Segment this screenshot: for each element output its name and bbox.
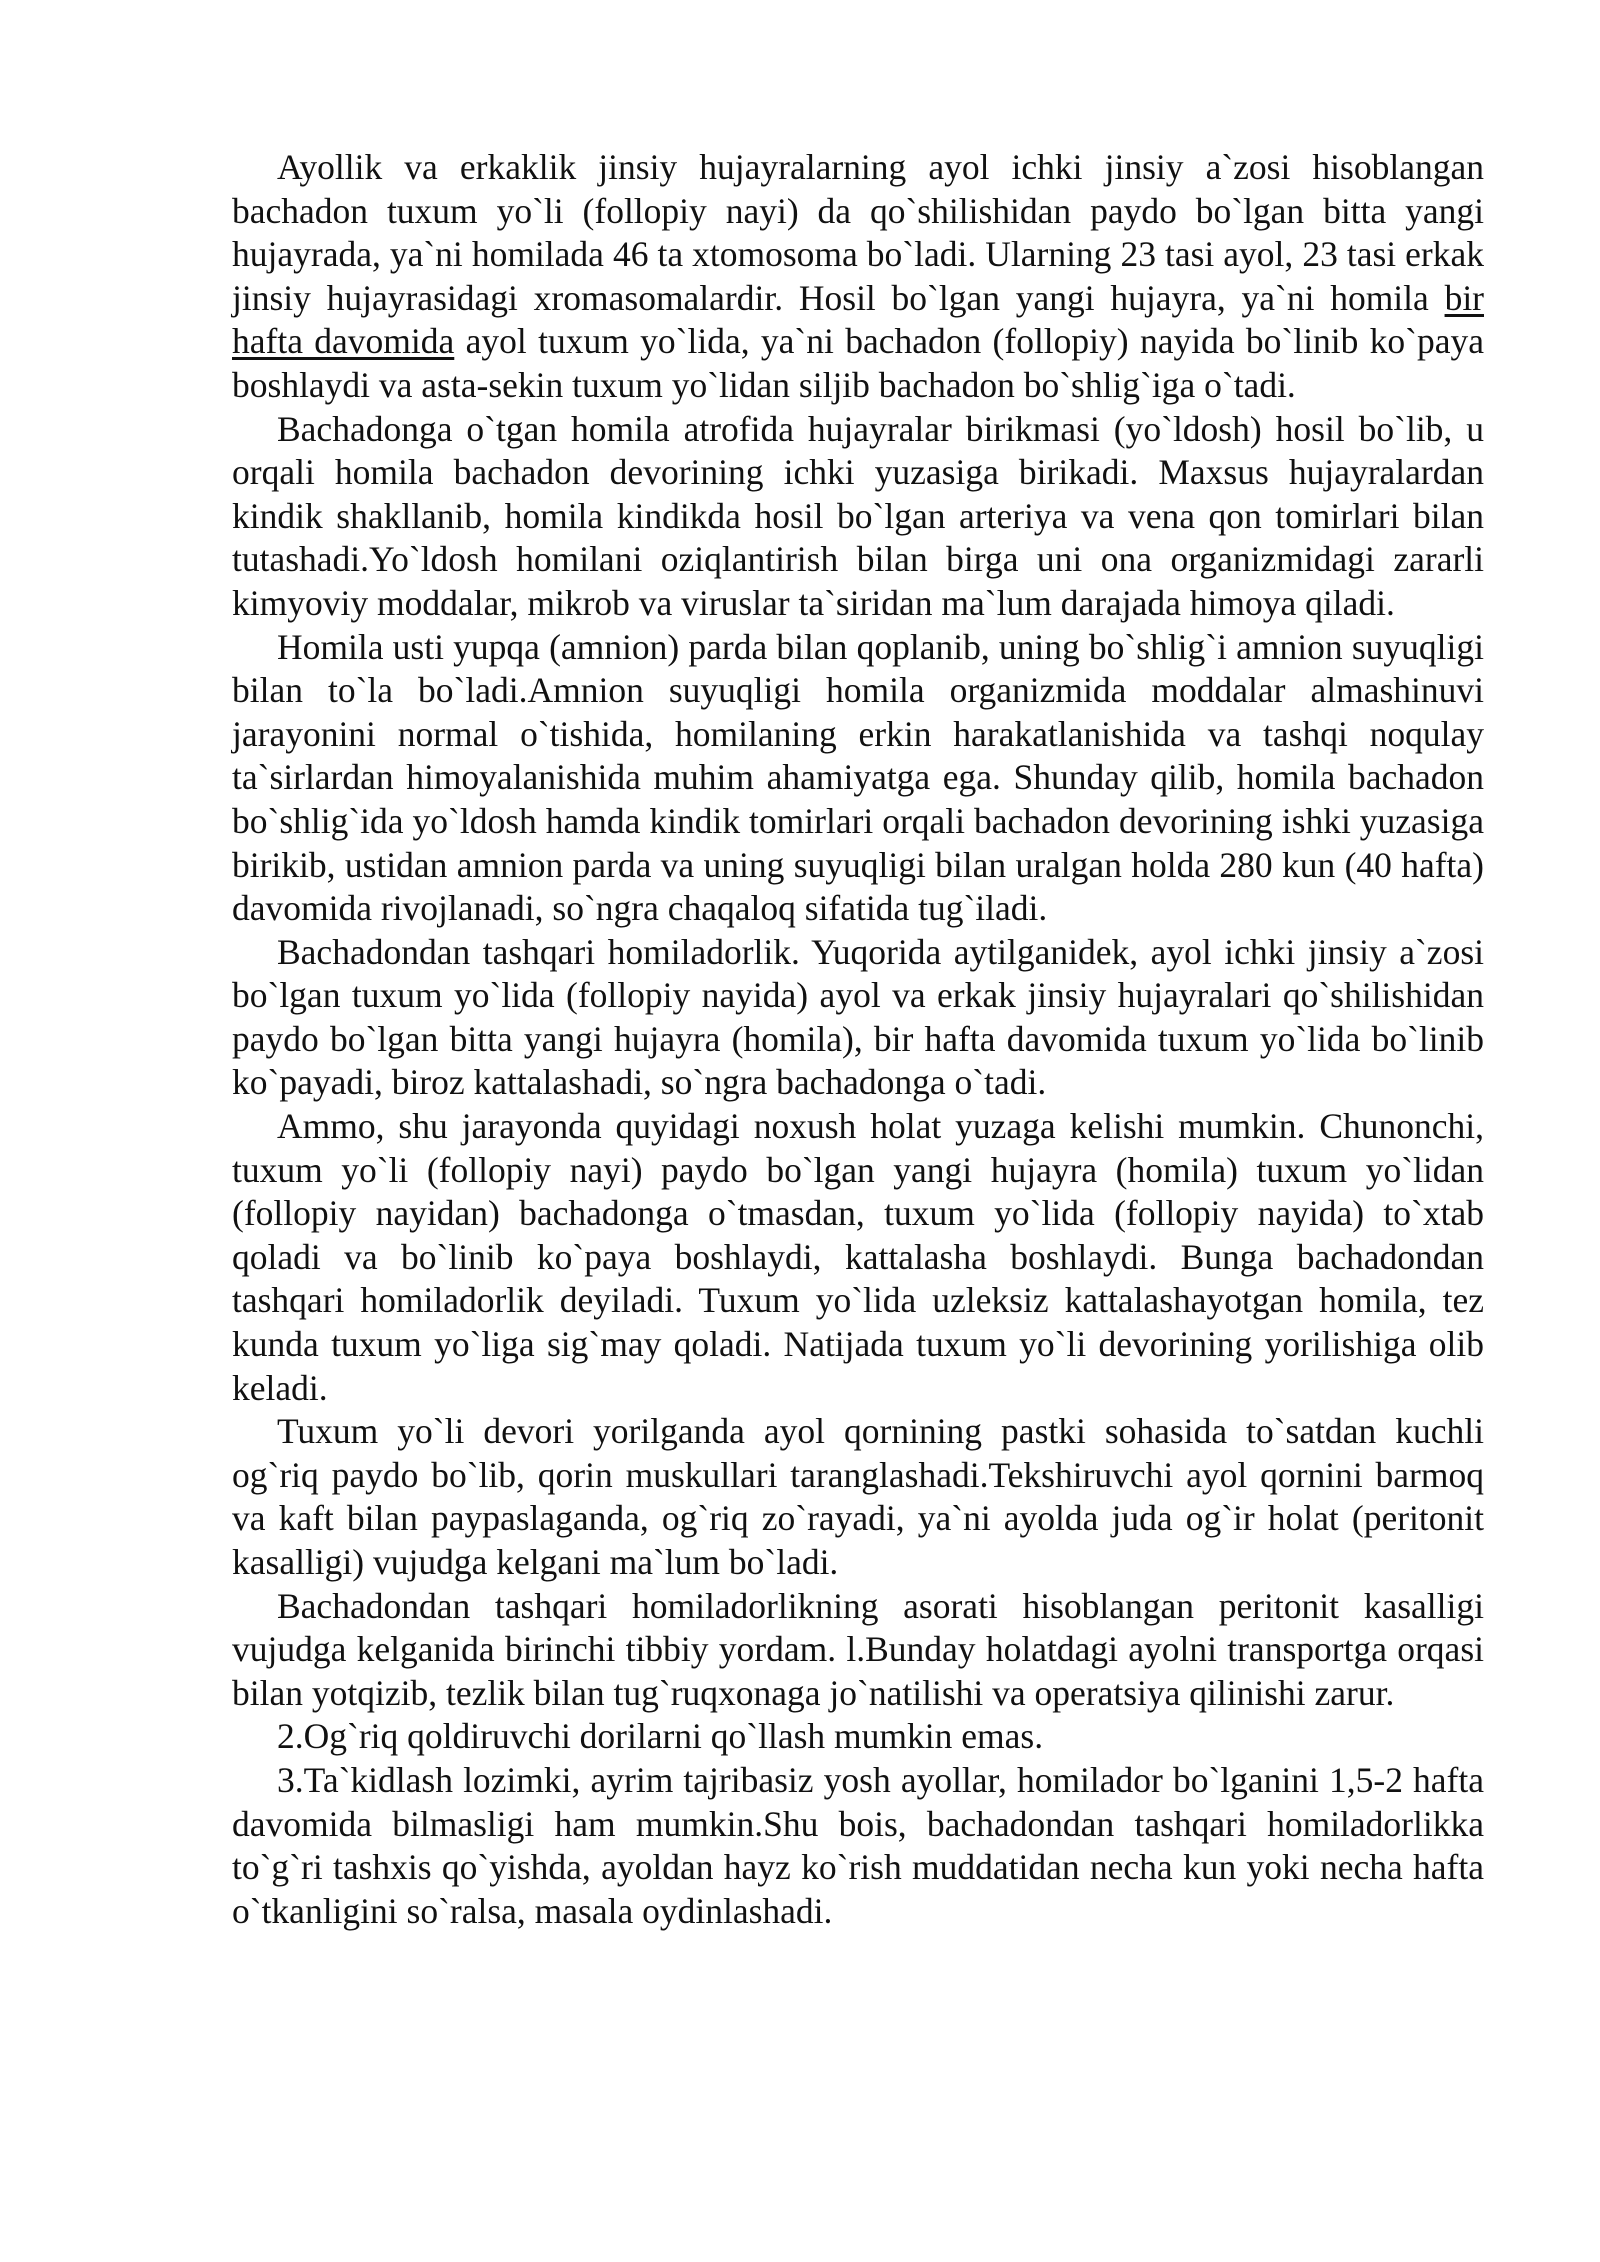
paragraph-2: Bachadonga o`tgan homila atrofida hujayralar birikmasi (yo`ldosh) hosil bo`lib, u orqali homila bachadon devorining ichki yuzasiga birikadi. Maxsus hujayralardan kindik shakllanib, homila kindikda hosil bo`lgan arteriya va vena qon tomirlari bilan tutashadi.Yo`ldosh homilani oziqlantirish bilan birga uni ona organizmidagi zararli kimyoviy moddalar, mikrob va viruslar ta`siridan ma`lum darajada himoya qiladi. — [232, 408, 1484, 623]
paragraph-1-text-end: ayol tuxum yo`lida, ya`ni bachadon (follopiy) nayida bo`linib ko`paya boshlaydi va asta-sekin tuxum yo`lidan siljib bachadon bo`shlig`iga o`tadi. — [232, 321, 1484, 405]
paragraph-1-text-start: Ayollik va erkaklik jinsiy hujayralarning ayol ichki jinsiy a`zosi hisoblangan bachadon tuxum yo`li (follopiy nayi) da qo`shilishidan paydo bo`lgan bitta yangi hujayrada, ya`ni homilada 46 ta xtomosoma bo`ladi. Ularning 23 tasi ayol, 23 tasi erkak jinsiy hujayrasidagi xromasomalardir. Hosil bo`lgan yangi hujayra, ya`ni homila — [232, 147, 1484, 318]
paragraph-5: Ammo, shu jarayonda quyidagi noxush holat yuzaga kelishi mumkin. Chunonchi, tuxum yo`li (follopiy nayi) paydo bo`lgan yangi hujayra (homila) tuxum yo`lidan (follopiy nayidan) bachadonga o`tmasdan, tuxum yo`lida (follopiy nayida) to`xtab qoladi va bo`linib ko`paya boshlaydi, kattalasha boshlaydi. Bunga bachadondan tashqari homiladorlik deyiladi. Tuxum yo`lida uzleksiz kattalashayotgan homila, tez kunda tuxum yo`liga sig`may qoladi. Natijada tuxum yo`li devorining yorilishiga olib keladi. — [232, 1106, 1484, 1408]
paragraph-1 — [232, 146, 1484, 408]
paragraph-4: Bachadondan tashqari homiladorlik. Yuqorida aytilganidek, ayol ichki jinsiy a`zosi bo`lgan tuxum yo`lida (follopiy nayida) ayol va erkak jinsiy hujayralari qo`shilishidan paydo bo`lgan bitta yangi hujayra (homila), bir hafta davomida tuxum yo`lida bo`linib ko`payadi, biroz kattalashadi, so`ngra bachadonga o`tadi. — [232, 931, 1484, 1103]
paragraph-7: Bachadondan tashqari homiladorlikning asorati hisoblangan peritonit kasalligi vujudga kelganida birinchi tibbiy yordam. l.Bunday holatdagi ayolni transportga orqasi bilan yotqizib, tezlik bilan tug`ruqxonaga jo`natilishi va operatsiya qilinishi zarur. — [232, 1585, 1484, 1713]
underlined-phrase: bir hafta davomida — [232, 277, 1484, 362]
paragraph-9: 3.Ta`kidlash lozimki, ayrim tajribasiz yosh ayollar, homilador bo`lganini 1,5-2 hafta davomida bilmasligi ham mumkin.Shu bois, bachadondan tashqari homiladorlikka to`g`ri tashxis qo`yishda, ayoldan hayz ko`rish muddatidan necha kun yoki necha hafta o`tkanligini so`ralsa, masala oydinlashadi. — [232, 1759, 1484, 1931]
document-page — [232, 146, 1484, 1933]
paragraph-3: Homila usti yupqa (amnion) parda bilan qoplanib, uning bo`shlig`i amnion suyuqligi bilan to`la bo`ladi.Amnion suyuqligi homila organizmida moddalar almashinuvi jarayonini normal o`tishida, homilaning erkin harakatlanishida va tashqi noqulay ta`sirlardan himoyalanishida muhim ahamiyatga ega. Shunday qilib, homila bachadon bo`shlig`ida yo`ldosh hamda kindik tomirlari orqali bachadon devorining ishki yuzasiga birikib, ustidan amnion parda va uning suyuqligi bilan uralgan holda 280 kun (40 hafta) davomida rivojlanadi, so`ngra chaqaloq sifatida tug`iladi. — [232, 626, 1484, 929]
paragraph-8: 2.Og`riq qoldiruvchi dorilarni qo`llash mumkin emas. — [277, 1716, 1044, 1757]
paragraph-6: Tuxum yo`li devori yorilganda ayol qornining pastki sohasida to`satdan kuchli og`riq paydo bo`lib, qorin muskullari taranglashadi.Tekshiruvchi ayol qornini barmoq va kaft bilan paypaslaganda, og`riq zo`rayadi, ya`ni ayolda juda og`ir holat (peritonit kasalligi) vujudga kelgani ma`lum bo`ladi. — [232, 1411, 1484, 1582]
